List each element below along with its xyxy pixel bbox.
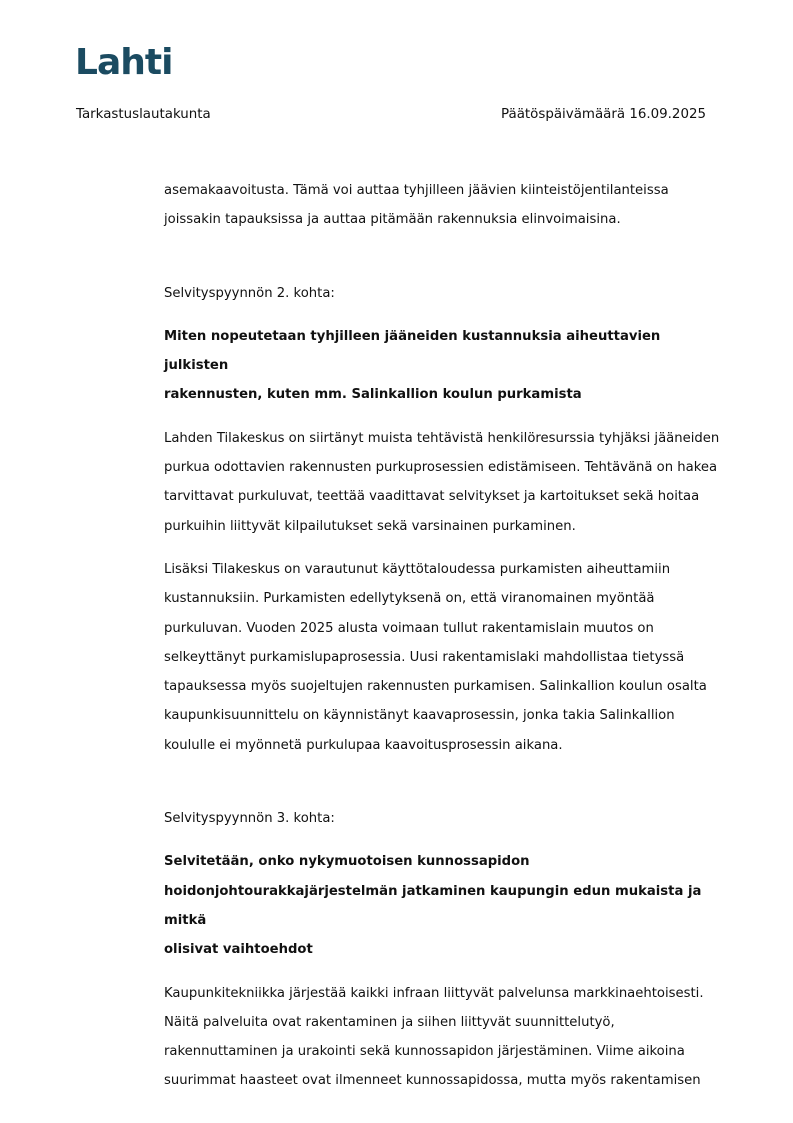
heading-line: Selvitetään, onko nykymuotoisen kunnossapidon: [164, 854, 530, 870]
heading-line: Miten nopeutetaan tyhjilleen jääneiden kustannuksia aiheuttavien julkisten: [164, 328, 661, 374]
paragraph-line: selkeyttänyt purkamislupaprosessia. Uusi rakentamislaki mahdollistaa tietyssä: [164, 649, 685, 665]
heading-line: olisivat vaihtoehdot: [164, 942, 313, 958]
paragraph-line: Näitä palveluita ovat rakentaminen ja siihen liittyvät suunnittelutyö,: [164, 1014, 615, 1030]
committee-name: Tarkastuslautakunta: [76, 107, 211, 122]
paragraph-3: [164, 555, 724, 760]
section-3-heading: [164, 847, 724, 964]
paragraph-line: kaupunkisuunnittelu on käynnistänyt kaavaprosessin, jonka takia Salinkallion: [164, 708, 675, 724]
paragraph-line: suurimmat haasteet ovat ilmenneet kunnossapidossa, mutta myös rakentamisen: [164, 1073, 701, 1089]
document-header: [76, 106, 706, 124]
paragraph-line: purkuihin liittyvät kilpailutukset sekä varsinainen purkaminen.: [164, 518, 576, 534]
heading-line: hoidonjohtourakkajärjestelmän jatkaminen kaupungin edun mukaista ja mitkä: [164, 883, 702, 928]
document-body: [164, 176, 724, 1096]
paragraph-line: Kaupunkitekniikka järjestää kaikki infraan liittyvät palvelunsa markkinaehtoisesti.: [164, 985, 704, 1001]
paragraph-line: asemakaavoitusta. Tämä voi auttaa tyhjilleen jäävien kiinteistöjentilanteissa: [164, 183, 669, 198]
paragraph-line: purkuluvan. Vuoden 2025 alusta voimaan tullut rakentamislain muutos on: [164, 620, 654, 636]
lahti-logo: [75, 42, 172, 84]
paragraph-line: purkua odottavien rakennusten purkuprosessien edistämiseen. Tehtävänä on hakea: [164, 460, 718, 476]
paragraph-4: [164, 979, 724, 1096]
paragraph-line: joissakin tapauksissa ja auttaa pitämään rakennuksia elinvoimaisina.: [164, 212, 621, 228]
decision-date: Päätöspäivämäärä 16.09.2025: [501, 107, 706, 122]
section-3-label: Selvityspyynnön 3. kohta:: [164, 811, 335, 827]
paragraph-line: koululle ei myönnetä purkulupaa kaavoitusprosessin aikana.: [164, 737, 563, 753]
paragraph-line: rakennuttaminen ja urakointi sekä kunnossapidon järjestäminen. Viime aikoina: [164, 1044, 685, 1060]
logo-text: Lahti: [75, 42, 173, 83]
paragraph-line: Lahden Tilakeskus on siirtänyt muista tehtävistä henkilöresurssia tyhjäksi jääneiden: [164, 430, 720, 446]
heading-line: rakennusten, kuten mm. Salinkallion koulun purkamista: [164, 387, 582, 403]
paragraph-line: tarvittavat purkuluvat, teettää vaadittavat selvitykset ja kartoitukset sekä hoitaa: [164, 489, 700, 505]
section-2-label: Selvityspyynnön 2. kohta:: [164, 285, 335, 301]
paragraph-line: Lisäksi Tilakeskus on varautunut käyttötaloudessa purkamisten aiheuttamiin: [164, 561, 671, 577]
paragraph-line: tapauksessa myös suojeltujen rakennusten purkamisen. Salinkallion koulun osalta: [164, 679, 707, 695]
paragraph-1: [164, 176, 724, 235]
paragraph-line: kustannuksiin. Purkamisten edellytyksenä on, että viranomainen myöntää: [164, 591, 655, 607]
section-2-heading: [164, 322, 724, 410]
paragraph-2: [164, 424, 724, 541]
